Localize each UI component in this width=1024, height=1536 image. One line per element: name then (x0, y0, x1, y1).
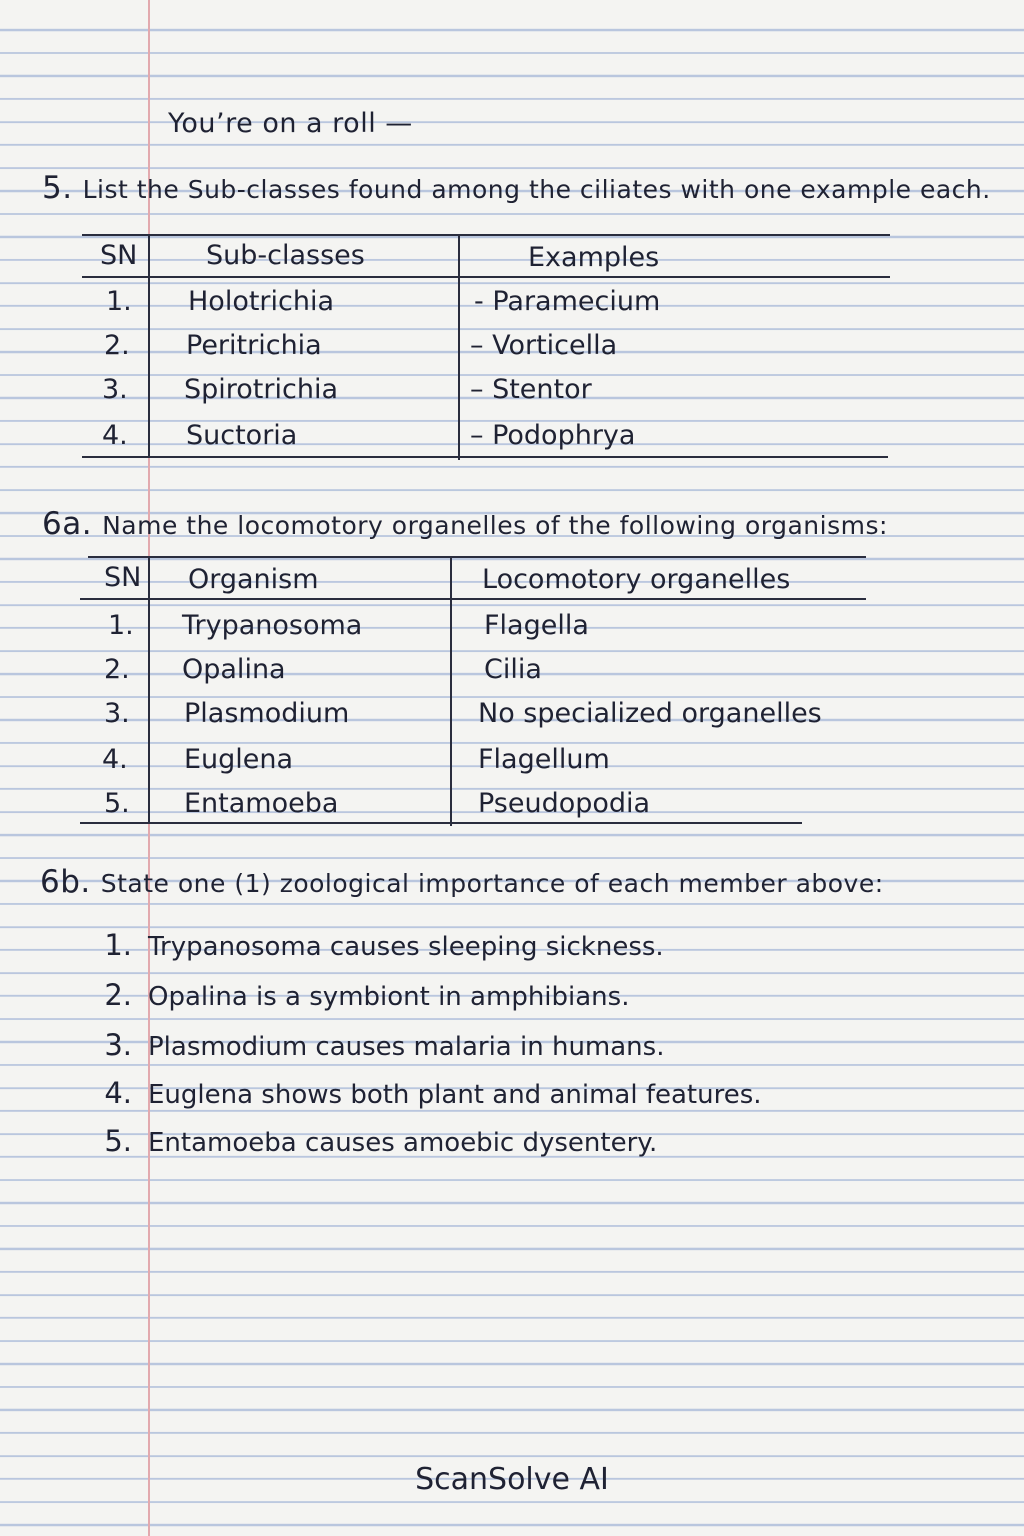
table-header-organism: Organism (188, 564, 319, 595)
list-item-text: Opalina is a symbiont in amphibians. (148, 982, 630, 1012)
cell-organism: Opalina (182, 654, 286, 685)
cell-sn: 3. (104, 698, 130, 729)
cell-organelle: Pseudopodia (478, 788, 651, 819)
cell-organelle: Cilia (484, 654, 542, 685)
list-item-number: 3. (104, 1028, 132, 1062)
table-bottom-rule (80, 822, 802, 824)
cell-example: - Paramecium (474, 286, 661, 317)
question-text: Name the locomotory organelles of the following organisms: (102, 511, 888, 540)
question-6a (42, 506, 888, 542)
question-5 (42, 170, 991, 206)
list-item-text: Euglena shows both plant and animal features. (148, 1080, 762, 1110)
subclasses-table (82, 234, 892, 460)
cell-subclass: Spirotrichia (184, 374, 338, 405)
cell-example: – Podophrya (470, 420, 636, 451)
question-text: State one (1) zoological importance of each member above: (100, 869, 884, 898)
list-item (84, 1076, 762, 1110)
cell-organelle: No specialized organelles (478, 698, 822, 729)
question-6b (40, 864, 884, 900)
list-item (84, 1028, 664, 1062)
question-text: List the Sub-classes found among the ciliates with one example each. (82, 175, 991, 204)
table-header-sn: SN (100, 240, 138, 271)
question-number: 6b. (40, 864, 91, 900)
question-number: 5. (42, 170, 73, 206)
question-number: 6a. (42, 506, 93, 542)
cell-organelle: Flagella (484, 610, 589, 641)
cell-sn: 4. (102, 744, 128, 775)
cell-organism: Trypanosoma (182, 610, 363, 641)
cell-example: – Vorticella (470, 330, 618, 361)
organelles-table (80, 556, 870, 828)
intro-text: You’re on a roll — (168, 108, 413, 139)
cell-organism: Entamoeba (184, 788, 339, 819)
cell-example: – Stentor (470, 374, 592, 405)
list-item (84, 928, 664, 962)
table-top-rule (88, 556, 866, 558)
cell-sn: 5. (104, 788, 130, 819)
footer-brand: ScanSolve AI (415, 1462, 609, 1497)
table-divider (450, 556, 452, 826)
table-header-rule (80, 598, 866, 600)
list-item (84, 978, 629, 1012)
cell-sn: 2. (104, 330, 130, 361)
cell-sn: 3. (102, 374, 128, 405)
list-item-number: 5. (104, 1124, 132, 1158)
list-item-text: Trypanosoma causes sleeping sickness. (148, 932, 664, 962)
cell-organism: Euglena (184, 744, 294, 775)
table-divider (148, 234, 150, 458)
table-bottom-rule (82, 456, 888, 458)
table-header-subclasses: Sub-classes (206, 240, 365, 271)
list-item-text: Entamoeba causes amoebic dysentery. (148, 1128, 658, 1158)
cell-organelle: Flagellum (478, 744, 610, 775)
list-item (84, 1124, 657, 1158)
list-item-number: 2. (104, 978, 132, 1012)
cell-sn: 4. (102, 420, 128, 451)
cell-organism: Plasmodium (184, 698, 350, 729)
table-divider (148, 556, 150, 824)
cell-subclass: Suctoria (186, 420, 298, 451)
table-header-rule (82, 276, 890, 278)
list-item-number: 4. (104, 1076, 132, 1110)
table-header-examples: Examples (528, 242, 660, 273)
list-item-number: 1. (104, 928, 132, 962)
importance-list (84, 928, 984, 1178)
cell-sn: 1. (106, 286, 132, 317)
cell-subclass: Peritrichia (186, 330, 322, 361)
table-header-sn: SN (104, 562, 142, 593)
table-divider (458, 234, 460, 460)
list-item-text: Plasmodium causes malaria in humans. (148, 1032, 665, 1062)
cell-subclass: Holotrichia (188, 286, 335, 317)
table-top-rule (82, 234, 890, 236)
table-header-organelles: Locomotory organelles (482, 564, 791, 595)
cell-sn: 1. (108, 610, 134, 641)
cell-sn: 2. (104, 654, 130, 685)
